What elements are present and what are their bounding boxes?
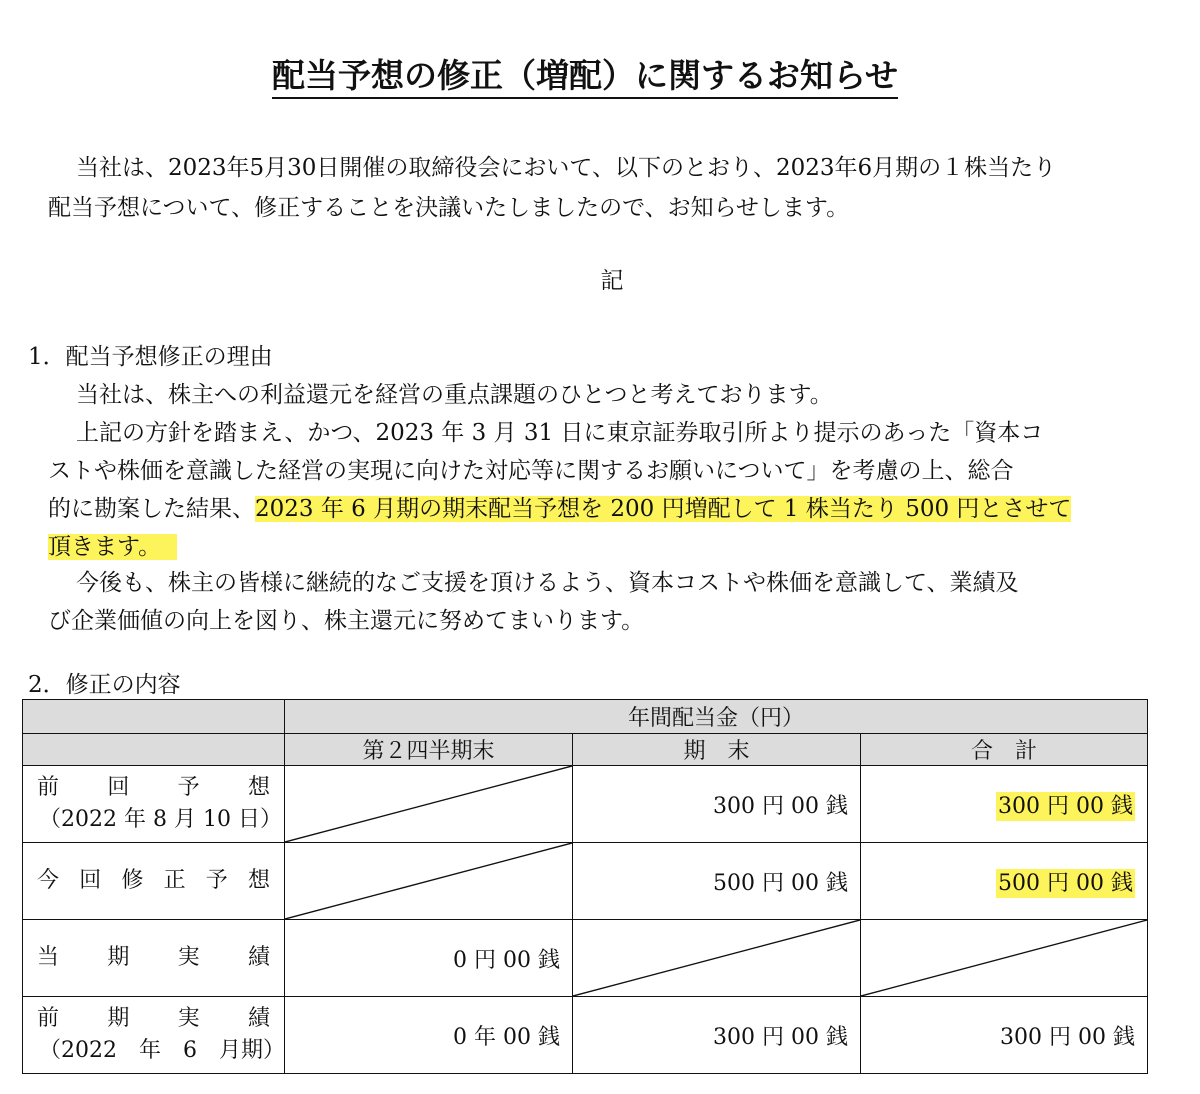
highlighted-total: 300 円 00 銭	[998, 793, 1134, 819]
label-char: 実	[177, 945, 200, 970]
label-char: 想	[247, 775, 270, 800]
cell-total	[861, 766, 1148, 843]
diagonal-slash	[285, 843, 572, 919]
label-char: 正	[163, 868, 186, 893]
row-label-sub: （2022 年 6 月期）	[39, 1038, 285, 1063]
col-header-q2: 第２四半期末	[285, 734, 573, 766]
label-char: 前	[37, 1006, 60, 1031]
row-label-previous-actual	[23, 997, 285, 1074]
table-row	[23, 843, 1148, 920]
cell-total-empty	[861, 920, 1148, 997]
diagonal-slash	[285, 766, 572, 842]
section1-p3-line1: 今後も、株主の皆様に継続的なご支援を頂けるよう、資本コストや株価を意識して、業績及	[76, 570, 1019, 596]
label-char: 修	[121, 868, 144, 893]
cell-q2-empty	[285, 766, 573, 843]
diagonal-slash	[861, 920, 1147, 996]
header-blank-cell-2	[23, 734, 285, 766]
label-char: 期	[107, 945, 130, 970]
cell-q2-empty	[285, 843, 573, 920]
section1-p2-line1: 上記の方針を踏まえ、かつ、2023 年 3 月 31 日に東京証券取引所より提示のあった「資本コ	[76, 420, 1044, 446]
page-title: 配当予想の修正（増配）に関するお知らせ	[0, 50, 1170, 97]
col-header-year-end: 期 末	[573, 734, 861, 766]
table-row	[23, 766, 1148, 843]
label-char: 績	[247, 1006, 270, 1031]
diagonal-slash	[573, 920, 860, 996]
section2-heading: 2．修正の内容	[28, 672, 181, 698]
cell-year-end-empty	[573, 920, 861, 997]
label-char: 回	[107, 775, 130, 800]
label-char: 想	[247, 868, 270, 893]
table-group-header-row	[23, 700, 1148, 734]
cell-total: 300 円 00 銭	[861, 997, 1148, 1074]
table-row	[23, 920, 1148, 997]
dividend-table	[22, 699, 1148, 1074]
cell-q2: 0 円 00 銭	[285, 920, 573, 997]
cell-year-end: 300 円 00 銭	[573, 766, 861, 843]
label-char: 予	[177, 775, 200, 800]
row-label-previous-forecast	[23, 766, 285, 843]
section1-p2-line4	[48, 529, 177, 565]
section1-p3-line2: び企業価値の向上を図り、株主還元に努めてまいります。	[48, 608, 645, 634]
section1-heading: 1．配当予想修正の理由	[28, 344, 273, 370]
cell-year-end: 300 円 00 銭	[573, 997, 861, 1074]
p2-line3-plain: 的に勘案した結果、	[48, 496, 255, 522]
section1-p2-line3	[48, 491, 1071, 527]
label-char: 期	[107, 1006, 130, 1031]
label-char: 回	[79, 868, 102, 893]
intro-line-1: 当社は、2023年5月30日開催の取締役会において、以下のとおり、2023年6月期の１株当たり	[76, 155, 1057, 181]
table-row	[23, 997, 1148, 1074]
label-char: 前	[37, 775, 60, 800]
cell-q2: 0 年 00 銭	[285, 997, 573, 1074]
ki-mark: 記	[600, 268, 624, 294]
cell-total	[861, 843, 1148, 920]
table-col-header-row	[23, 734, 1148, 766]
label-char: 予	[205, 868, 228, 893]
row-label-current-actual	[23, 920, 285, 997]
group-header: 年間配当金（円）	[285, 700, 1148, 734]
label-char: 績	[247, 945, 270, 970]
label-char: 当	[37, 945, 60, 970]
header-blank-cell	[23, 700, 285, 734]
intro-line-2: 配当予想について、修正することを決議いたしましたので、お知らせします。	[48, 195, 850, 221]
col-header-total: 合 計	[861, 734, 1148, 766]
section1-p2-line2: ストや株価を意識した経営の実現に向けた対応等に関するお願いについて」を考慮の上、総合	[48, 458, 1014, 484]
label-char: 実	[177, 1006, 200, 1031]
label-char: 今	[37, 868, 60, 893]
p2-line3-highlight: 2023 年 6 月期の期末配当予想を 200 円増配して 1 株当たり 500 円とさせて	[255, 496, 1072, 522]
section1-p1: 当社は、株主への利益還元を経営の重点課題のひとつと考えております。	[76, 382, 833, 408]
highlighted-total: 500 円 00 銭	[998, 870, 1134, 896]
row-label-sub: （2022 年 8 月 10 日）	[39, 807, 282, 832]
row-label-revised-forecast	[23, 843, 285, 920]
p2-line4-highlight: 頂きます。	[48, 534, 177, 560]
cell-year-end: 500 円 00 銭	[573, 843, 861, 920]
